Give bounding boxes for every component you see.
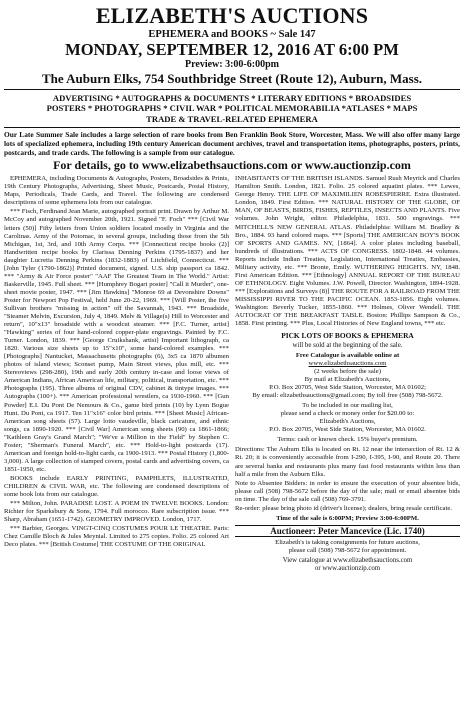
category-banner — [4, 92, 460, 125]
flyer-title: ELIZABETH'S AUCTIONS — [95, 3, 369, 28]
book-lots: *** Milton, John. PARADISE LOST. A POEM IN TWELVE BOOKS. London: Richter for Sparksbury & Sons, 1794. Full morocco. Rare subscription issue. *** Sharp, Abraham (1651-1742). GEOMETRY IMPROVED. London, 1717. — [4, 500, 229, 524]
mailing-list-block — [235, 402, 460, 434]
flyer-subtitle: EPHEMERA and BOOKS ~ Sale 147 — [148, 29, 316, 40]
mailing-line: P.O. Box 20705, West Side Station, Worcester, MA 01602. — [269, 426, 426, 434]
pick-lots-subtitle: will be sold at the beginning of the sale. — [292, 341, 403, 349]
intro-paragraph: Our Late Summer Sale includes a large selection of rare books from Ben Franklin Book Store, Worcester, Mass. We will also offer many large lots of specialized ephemera, including 19th century American document archives, travel and transportation items, photographs, posters, prints, postcards, and trade cards. The following is a sample from our catalogue. — [4, 130, 460, 158]
catalogue-note: (2 weeks before the sale) — [314, 368, 381, 375]
consignment-block — [235, 539, 460, 555]
time-line — [235, 515, 460, 523]
pick-lots-title: PICK LOTS OF BOOKS & EPHEMERA — [281, 331, 414, 341]
book-lots-right: INHABITANTS OF THE BRITISH ISLANDS. Samuel Rush Meyrick and Charles Hamilton Smith. London, 1821. Folio. 25 colored aquatint plates. *** Lewes, George Henry. THE LIFE OF MAXIMILIEN ROBESPIERRE. Extra illustrated. London, 1849. First Edition. *** NATURAL HISTORY OF THE GLOBE, OF MAN, OF BEASTS, BIRDS, FISHES, REPTILES, INSECTS AND PLANTS. Five volumes. John Wright, editor. Philadelphia, 1831. 500 engravings. *** MITCHELL'S NEW GENERAL ATLAS. Philadelphia: William M. Bradley & Bro., 1884. 93 hand colored maps. *** [Sports] THE AMERICAN BOY'S BOOK OF SPORTS AND GAMES. NY, [1864]. A color plates including baseball, hundreds of illustrations. *** ACTS OF CONGRESS. 1802-1848. 44 volumes. Reports include Indian Treaties, Legislation, International Treaties, Embassies, Military activity, etc. *** Bronte, Emily. WUTHERING HEIGHTS. NY, 1848. First American Edition. *** [Ethnology] ANNUAL REPORT OF THE BUREAU OF ETHNOLOGY. Eight Volumes. J.W. Powell, Director. Washington, 1894-1928. *** [Explorations and Surveys (8)] THE ROUTE FOR A RAILROAD FROM THE MISSISSIPPI RIVER TO THE PACIFIC OCEAN. 1853-1856. Eight volumes. Washington: Beverly Tucker, 1855-1860. *** Holmes, Oliver Wendell. THE AUTOCRAT OF THE BREAKFAST TABLE. Boston: Phillips Sampson & Co., 1858. First printing. *** Plus, Local Histories of New England towns, *** etc. — [235, 175, 460, 328]
mailing-line: please send a check or money order for $20.00 to: — [280, 410, 415, 418]
absentee-paragraph: Note to Absentee Bidders: in order to ensure the execution of your absentee bids, please call (508) 798-5672 before the day of the sale; mail or email absentee bids on time. The day of the sale call (508) 769-3791. — [235, 479, 460, 503]
ephemera-intro: EPHEMERA, including Documents & Autographs, Posters, Broadsides & Prints, 19th Century Photographs, Advertising, Sheet Music, Postcards, Postal History, Maps, Periodicals, Trade Cards, and Travel. The following are condensed descriptions of some ephemera lots from our catalogue. — [4, 175, 229, 207]
book-lots-continued: *** Barbier, Georges. VINGT-CINQ COSTUMES POUR LE THEATRE. Paris: Chez Camille Bloch & Jules Meynial. Limited to 275 copies. Folio. 25 colored Art Deco plates. *** [British Costume] THE COSTUME OF THE ORIGINAL — [4, 525, 229, 549]
terms-line: Terms: cash or known check. 15% buyer's premium. — [277, 436, 418, 444]
category-line: TRADE & TRAVEL-RELATED EPHEMERA — [146, 113, 318, 124]
preview-time: Preview: 3:00-6:00pm — [185, 59, 279, 70]
auction-flyer — [4, 2, 460, 724]
sale-date: MONDAY, SEPTEMBER 12, 2016 AT 6:00 PM — [65, 40, 399, 59]
mailing-line: To be included in our mailing list, — [302, 402, 393, 410]
consign-line: please call (508) 798-5672 for appointment. — [288, 546, 407, 554]
view-catalogue-link[interactable]: View catalogue at www.elizabethsauctions.com — [282, 556, 413, 564]
books-intro: BOOKS include EARLY PRINTING, PAMPHLETS, ILLUSTRATED, CHILDREN & CIVIL WAR, etc. The following are condensed descriptions of some book lots from our catalogue. — [4, 474, 229, 499]
category-line: POSTERS * PHOTOGRAPHS * CIVIL WAR * POLITICAL MEMORABILIA *ATLASES * MAPS — [46, 103, 418, 114]
divider — [4, 89, 460, 90]
directions-paragraph: Directions: The Auburn Elks is located on Rt. 12 near the intersection of Rt. 12 & Rt. 20; it is conveniently accessible from I-290, I-395, I-90, and Route 20. There are several banks and restaurants plus many fast food restaurants within less than half a mile from the Auburn Elks. — [235, 446, 460, 478]
venue-address: The Auburn Elks, 754 Southbridge Street (Route 12), Auburn, Mass. — [41, 71, 423, 86]
auctioneer-line: Auctioneer: Peter Mancevice (Lic. 1740) — [235, 525, 460, 537]
buyer-note: Re-order: please bring photo id (driver's license); dealers, bring resale certificate. — [235, 504, 452, 512]
category-line: ADVERTISING * AUTOGRAPHS & DOCUMENTS * LITERARY EDITIONS * BROADSIDES — [52, 93, 412, 103]
catalogue-address: P.O. Box 20705, West Side Station, Worcester, MA 01602; — [269, 384, 426, 392]
time-text: Time of the sale is 6:00PM; Preview 3:00-6:00PM. — [276, 514, 419, 522]
ephemera-lots: *** Fisch, Ferdinand Jean Marie, autographed portrait print. Drawn by Arthur M. McCoy and autographed November 20th, 1921. Signed "F. Foch" *** [Civil War letters (50)] Fifty letters from Union soldiers located mostly in Virginia and the Carolinas. Army of the Potomac, in several groups, including those from the 5th Michigan, 1st, 3rd, and 10th Army Corps. *** [Connecticut recipe books (2)] Handwritten recipe books by Clarissa Denning Perkins (1795-1837) and her daughter Lucretia Denning Perkins (1832-1883) of Litchfield, Connecticut. *** [John Tyler (1790-1862)] Printed document, signed. U.S. ship passport ca 1842. *** "Army & Air Force poster" "AAF The Greatest Team in The World." Artist: Baskerville, 1945. Full sheet. *** [Humphrey Bogart poster] "Call it Murder", one-sheet movie poster, 1947. *** [Jim Hawkins] "Monroe 69 at Devonshire Downs" Poster for Newport Pop Festival, held June 20-22, 1969. *** [Will Poster, the five Sullivan brothers "missing in action" off the Savannah, 1943. *** Broadside, "Steamer Melvin, Excursion, July 4, 1849. Melv & Village(s) Hill to Worcester and return", 10"x13" broadside with a woodcut steamer. *** [F.C. Turner, artist] "Hawking" series of four hand-colored copper-plate engravings. Painted by F.C. Turner. London, 1839. *** [George Cruikshank, artist] Important lithograph, ca 1820. Various size sheets up to 15"x10", some hand-colored examples. *** [Photographs] Nantucket, Massachusetts photographs (6), 3x5 ca 1870 albumen photos of island views; Sconset pump, Main Street views, plus mill, etc. *** Stereoviews (298-280), 19th and early 20th century in-case and loose views of American Indians, African American life, military, political, transportation, etc. *** Photographs (195). Three albums of original CDV, cabinet & tintype images. *** Autographs (100+). *** American professional wrestlers, ca 1930-1960. *** [Gun Powder] E.I. Du Pont De Nemours & Co., game bird prints (10) by Lynn Bogue Hunt. Du Pont, ca 1917. Ten 11"x16" color bird prints. *** [Sheet Music] African-American song sheets (57). Large lotto vaudeville, black caricature, and ethnic songs, ca 1890-1920. *** [Civil War] American song sheets (90) ca 1861-1866; "Kathleen Gray's Grand March"; "We've a Million in the Field" by Stephen C. Foster; "Sherman's Funeral March", etc. *** Hold-to-light postcards (17). American and foreign hold-to-light cards, ca 1900-1913. *** Postal History (1,800-3,000). A large collection of stamped covers, postal cards and advertising covers, ca 1851-1950, etc. — [4, 208, 229, 473]
catalogue-block — [235, 352, 460, 400]
two-column-body — [4, 175, 460, 573]
right-column — [235, 175, 460, 573]
catalogue-mail: By mail at Elizabeth's Auctions, — [304, 376, 391, 384]
auctionzip-link[interactable]: or www.auctionzip.com — [314, 564, 381, 572]
consign-line: Elizabeth's is taking consignments for future auctions, — [275, 538, 420, 546]
free-catalogue-title: Free Catalogue is available online at — [295, 351, 400, 359]
view-catalogue-block — [235, 557, 460, 573]
divider — [4, 127, 460, 128]
catalogue-url-link[interactable]: www.elizabethsauctions.com — [308, 359, 387, 367]
left-column — [4, 175, 229, 573]
details-link-line[interactable]: For details, go to www.elizabethsauctions.com or www.auctionzip.com — [53, 158, 411, 173]
mailing-line: Elizabeth's Auctions, — [319, 418, 376, 426]
catalogue-email[interactable]: By email: elizabethsauctions@gmail.com; By toll free (508) 798-5672. — [252, 392, 443, 400]
